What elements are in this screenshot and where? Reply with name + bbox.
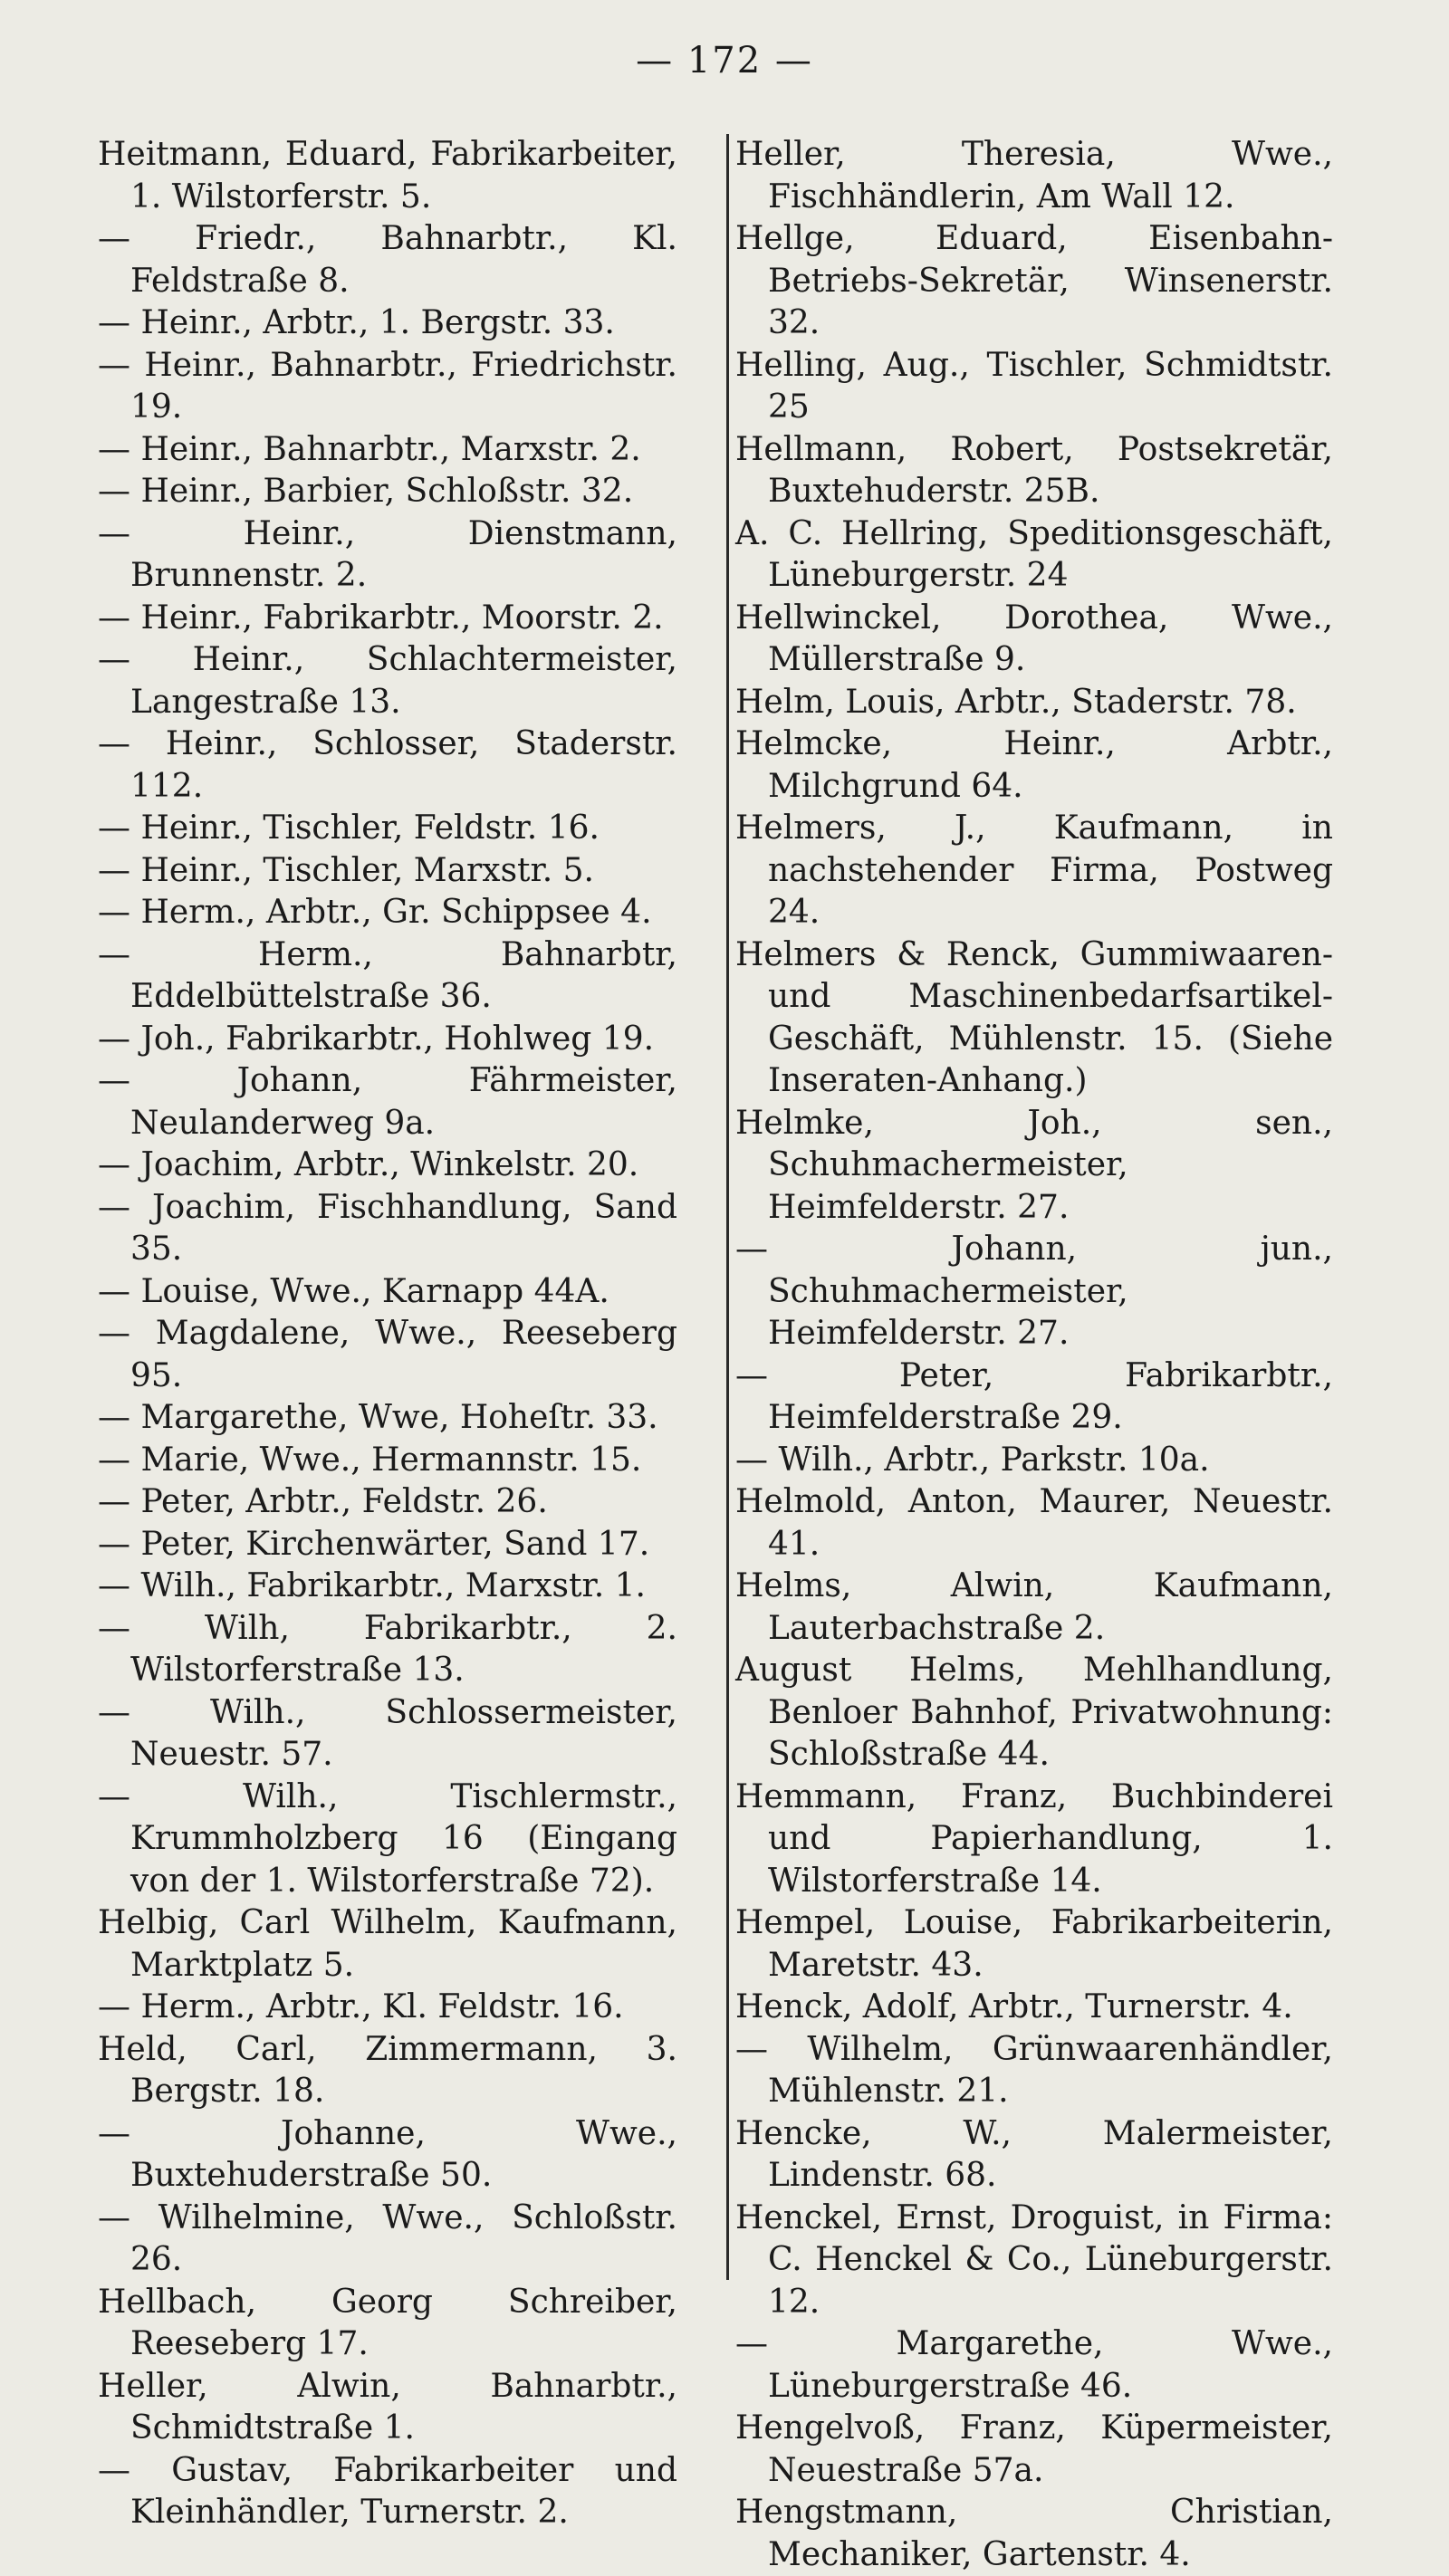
directory-entry: — Heinr., Schlachtermeister, Langestraße 13. — [98, 641, 677, 721]
directory-entry: Heitmann, Eduard, Fabrikarbeiter, 1. Wilstorferstr. 5. — [98, 136, 677, 215]
directory-entry: — Wilh, Fabrikarbtr., 2. Wilstorferstraße 13. — [98, 1609, 677, 1689]
directory-entry: — Wilh., Arbtr., Parkstr. 10a. — [735, 1441, 1210, 1479]
directory-entry: — Johann, jun., Schuhmachermeister, Heimfelderstr. 27. — [735, 1231, 1333, 1352]
directory-entry: — Gustav, Fabrikarbeiter und Kleinhändler, Turnerstr. 2. — [98, 2451, 677, 2531]
directory-entry: — Magdalene, Wwe., Reeseberg 95. — [98, 1315, 677, 1394]
directory-entry: — Herm., Arbtr., Gr. Schippsee 4. — [98, 894, 652, 931]
directory-entry: — Johann, Fährmeister, Neulanderweg 9a. — [98, 1062, 677, 1142]
directory-entry: — Friedr., Bahnarbtr., Kl. Feldstraße 8. — [98, 220, 677, 300]
directory-entry: Hengstmann, Christian, Mechaniker, Gartenstr. 4. — [735, 2494, 1333, 2573]
directory-entry: Helms, Alwin, Kaufmann, Lauterbachstraße 2. — [735, 1567, 1333, 1647]
page-number: — 172 — — [636, 40, 813, 81]
column-divider — [726, 134, 729, 2280]
directory-entry: — Margarethe, Wwe, Hoheſtr. 33. — [98, 1399, 658, 1436]
directory-entry: — Peter, Arbtr., Feldstr. 26. — [98, 1483, 548, 1520]
directory-entry: Helmers & Renck, Gummiwaaren- und Maschinenbedarfsartikel-Geschäft, Mühlenstr. 15. (Siehe Inseraten-Anhang.) — [735, 935, 1333, 1099]
directory-entry: Henck, Adolf, Arbtr., Turnerstr. 4. — [735, 1988, 1293, 2025]
directory-entry: — Johanne, Wwe., Buxtehuderstraße 50. — [98, 2114, 677, 2194]
directory-entry: — Heinr., Tischler, Feldstr. 16. — [98, 809, 600, 847]
directory-entry: Hengelvoß, Franz, Küpermeister, Neuestraße 57a. — [735, 2409, 1333, 2489]
directory-entry: Helm, Louis, Arbtr., Staderstr. 78. — [735, 683, 1297, 721]
directory-entry: Held, Carl, Zimmermann, 3. Bergstr. 18. — [98, 2030, 677, 2110]
directory-entry: — Wilh., Schlossermeister, Neuestr. 57. — [98, 1693, 677, 1773]
directory-entry: Hencke, W., Malermeister, Lindenstr. 68. — [735, 2114, 1333, 2194]
directory-entry: — Wilh., Tischlermstr., Krummholzberg 16 (Eingang von der 1. Wilstorferstraße 72). — [98, 1777, 677, 1900]
directory-entry: — Wilh., Fabrikarbtr., Marxstr. 1. — [98, 1567, 646, 1604]
directory-entry: — Margarethe, Wwe., Lüneburgerstraße 46. — [735, 2325, 1333, 2405]
directory-entry: Helbig, Carl Wilhelm, Kaufmann, Marktplatz 5. — [98, 1904, 677, 1984]
directory-entry: — Herm., Arbtr., Kl. Feldstr. 16. — [98, 1988, 624, 2025]
directory-entry: Helmold, Anton, Maurer, Neuestr. 41. — [735, 1483, 1333, 1563]
directory-entry: Heller, Theresia, Wwe., Fischhändlerin, Am Wall 12. — [735, 136, 1333, 215]
directory-entry: — Marie, Wwe., Hermannstr. 15. — [98, 1441, 642, 1479]
directory-entry: — Peter, Fabrikarbtr., Heimfelderstraße 29. — [735, 1356, 1333, 1436]
left-column — [98, 134, 677, 2534]
directory-entry: — Louise, Wwe., Karnapp 44A. — [98, 1272, 609, 1310]
directory-entry: — Heinr., Schlosser, Staderstr. 112. — [98, 725, 677, 805]
directory-entry: — Heinr., Dienstmann, Brunnenstr. 2. — [98, 514, 677, 594]
directory-entry: August Helms, Mehlhandlung, Benloer Bahnhof, Privatwohnung: Schloßstraße 44. — [735, 1652, 1333, 1773]
right-column — [735, 134, 1333, 2576]
directory-entry: — Heinr., Tischler, Marxstr. 5. — [98, 851, 594, 889]
directory-entry: Hellge, Eduard, Eisenbahn-Betriebs-Sekretär, Winsenerstr. 32. — [735, 220, 1333, 341]
directory-entry: — Joachim, Arbtr., Winkelstr. 20. — [98, 1146, 639, 1183]
directory-entry: — Joh., Fabrikarbtr., Hohlweg 19. — [98, 1020, 655, 1058]
directory-entry: Helmers, J., Kaufmann, in nachstehender Firma, Postweg 24. — [735, 809, 1333, 931]
directory-entry: — Heinr., Arbtr., 1. Bergstr. 33. — [98, 304, 615, 341]
directory-entry: — Peter, Kirchenwärter, Sand 17. — [98, 1525, 650, 1563]
directory-entry: Helling, Aug., Tischler, Schmidtstr. 25 — [735, 346, 1333, 426]
directory-entry: Henckel, Ernst, Droguist, in Firma: C. Henckel & Co., Lüneburgerstr. 12. — [735, 2198, 1333, 2321]
directory-entry: — Wilhelm, Grünwaarenhändler, Mühlenstr. 21. — [735, 2030, 1333, 2110]
directory-entry: Hellmann, Robert, Postsekretär, Buxtehuderstr. 25B. — [735, 430, 1333, 510]
directory-entry: — Heinr., Bahnarbtr., Marxstr. 2. — [98, 430, 641, 468]
directory-entry: — Heinr., Fabrikarbtr., Moorstr. 2. — [98, 599, 664, 637]
directory-entry: — Heinr., Barbier, Schloßstr. 32. — [98, 473, 634, 510]
directory-entry: — Heinr., Bahnarbtr., Friedrichstr. 19. — [98, 346, 677, 426]
directory-entry: Helmcke, Heinr., Arbtr., Milchgrund 64. — [735, 725, 1333, 805]
directory-entry: A. C. Hellring, Speditionsgeschäft, Lüneburgerstr. 24 — [735, 514, 1333, 594]
directory-entry: — Wilhelmine, Wwe., Schloßstr. 26. — [98, 2198, 677, 2278]
directory-entry: Hemmann, Franz, Buchbinderei und Papierhandlung, 1. Wilstorferstraße 14. — [735, 1777, 1333, 1900]
directory-entry: Heller, Alwin, Bahnarbtr., Schmidtstraße 1. — [98, 2367, 677, 2447]
directory-entry: Hellwinckel, Dorothea, Wwe., Müllerstraße 9. — [735, 599, 1333, 678]
directory-entry: — Herm., Bahnarbtr, Eddelbüttelstraße 36. — [98, 935, 677, 1015]
directory-entry: Hempel, Louise, Fabrikarbeiterin, Maretstr. 43. — [735, 1904, 1333, 1984]
directory-entry: — Joachim, Fischhandlung, Sand 35. — [98, 1188, 677, 1268]
directory-entry: Hellbach, Georg Schreiber, Reeseberg 17. — [98, 2283, 677, 2362]
directory-entry: Helmke, Joh., sen., Schuhmachermeister, Heimfelderstr. 27. — [735, 1104, 1333, 1226]
